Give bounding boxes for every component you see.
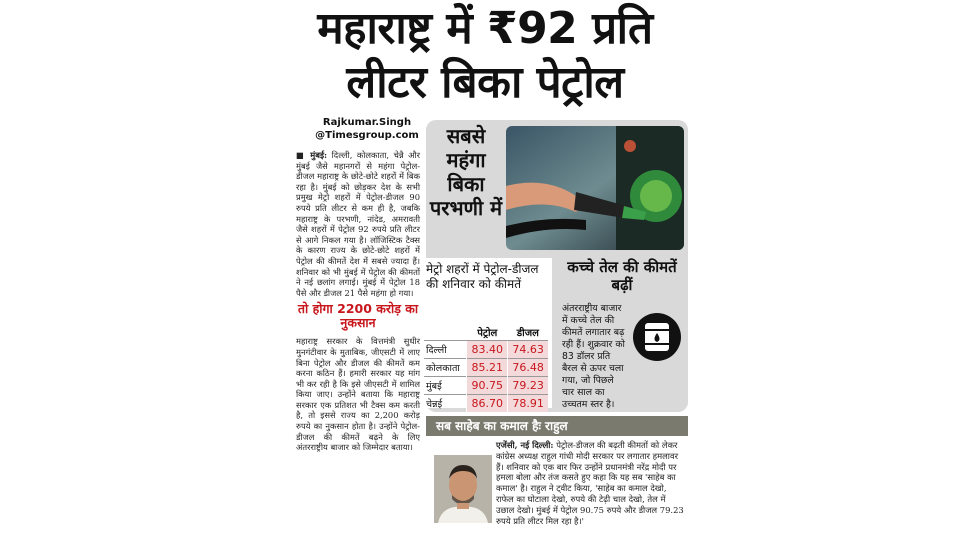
headline-line-2: लीटर बिका पेट्रोल [346, 57, 624, 108]
byline [312, 116, 422, 142]
petrol-price: 85.21 [467, 359, 508, 377]
table-header-petrol: पेट्रोल [477, 328, 498, 339]
rahul-story-body [436, 440, 686, 527]
city-name: चेन्नई [424, 395, 467, 413]
rahul-story-location: एजेंसी, नई दिल्ली: [496, 440, 554, 450]
story-location: मुंबई: [310, 150, 328, 160]
petrol-price: 86.70 [467, 395, 508, 413]
square-bullet-icon: ■ [296, 150, 311, 160]
price-table [424, 324, 548, 412]
headline-line-1: महाराष्ट्र में ₹92 प्रति [317, 3, 653, 54]
diesel-price: 78.91 [508, 395, 548, 413]
diesel-price: 76.48 [508, 359, 548, 377]
city-name: मुंबई [424, 377, 467, 395]
main-story-para-2: महाराष्ट्र सरकार के वित्तमंत्री सुधीर मुनगंटीवार के मुताबिक, जीएसटी में लाए बिना पेट्रोल और डीजल की कीमतें कम करना कठिन हैं। हमारी सरकार यह मांग भी कर रही है कि इसे जीएसटी में शामिल किया जाए। उन्होंने बताया कि महाराष्ट्र सरकार एक प्रतिशत भी टैक्स कम करती है, तो इससे राज्य का 2,200 करोड़ रुपये का नुकसान होता है। उन्होंने पेट्रोल-डीजल की कीमतें बढ़ने के लिए अंतरराष्ट्रीय बाजार को जिम्मेदार बताया। [296, 336, 420, 453]
city-name: कोलकाता [424, 359, 467, 377]
headline [270, 2, 700, 110]
table-header-city [424, 324, 467, 341]
table-header-diesel: डीजल [516, 328, 539, 339]
metro-price-title: मेट्रो शहरों में पेट्रोल-डीजल की शनिवार को कीमतें [426, 262, 539, 291]
story-text-1: दिल्ली, कोलकाता, चेन्नै और मुंबई जैसे महानगरों से महंगा पेट्रोल-डीजल महाराष्ट्र के छोटे-छोटे शहरों में बिक रहा है। मुंबई को छोड़कर देश के सभी प्रमुख मेट्रो शहरों में पेट्रोल-डीजल 90 रुपये प्रति लीटर से कम ही है, जबकि महाराष्ट्र के परभणी, नांदेड, अमरावती जैसे शहरों में पेट्रोल 92 रुपये प्रति लीटर से आगे निकल गया है। लॉजिस्टिक टैक्स के कारण राज्य के छोटे-छोटे शहरों में पेट्रोल की कीमतें देश में सबसे ज्यादा हैं। शनिवार को भी मुंबई में पेट्रोल की कीमतों ने नई छलांग लगाई। मुंबई में पेट्रोल 18 पैसे और डीजल 21 पैसे महंगा हो गया। [296, 150, 420, 298]
rahul-story-text: पेट्रोल-डीजल की बढ़ती कीमतों को लेकर कांग्रेस अध्यक्ष राहुल गांधी मोदी सरकार पर लगातार हमलावर हैं। शनिवार को एक बार फिर उन्होंने प्रधानमंत्री नरेंद्र मोदी पर हमला बोला और तंज कसते हुए कहा कि यह सब 'साहेब का कमाल' है। राहुल ने ट्वीट किया, 'साहेब का कमाल देखो, राफेल का घोटाला देखो, रुपये की टेढ़ी चाल देखो, तेल में उछाल देखो। मुंबई में पेट्रोल 90.75 रुपये और डीजल 79.23 रुपये प्रति लीटर मिल रहा है।' [496, 440, 684, 526]
crude-oil-title: कच्चे तेल की कीमतें बढ़ीं [567, 258, 677, 294]
table-header-row [424, 324, 548, 341]
table-row [424, 341, 548, 359]
byline-name: Rajkumar.Singh [322, 117, 412, 128]
costliest-callout: सबसे महंगा बिका परभणी में [429, 124, 503, 220]
byline-email: @Timesgroup.com [315, 130, 419, 141]
crude-oil-text-body: अंतरराष्ट्रीय बाजार में कच्चे तेल की कीमतें लगातार बढ़ रही हैं। शुक्रवार को 83 डॉलर प्रति बैरल से ऊपर चला गया, जो पिछले चार साल का उच्चतम स्तर है। [562, 303, 625, 410]
crude-oil-text [562, 303, 686, 411]
diesel-price: 79.23 [508, 377, 548, 395]
city-name: दिल्ली [424, 341, 467, 359]
table-row [424, 395, 548, 413]
table-row [424, 377, 548, 395]
diesel-price: 74.63 [508, 341, 548, 359]
main-story [296, 150, 420, 453]
petrol-nozzle-illustration [506, 126, 684, 250]
petrol-pump-photo [506, 126, 684, 250]
table-row [424, 359, 548, 377]
petrol-price: 90.75 [467, 377, 508, 395]
rahul-story-header: सब साहेब का कमाल हैः राहुल [426, 416, 688, 436]
metro-price-box [424, 258, 552, 408]
petrol-price: 83.40 [467, 341, 508, 359]
main-story-para-1 [296, 150, 420, 298]
story-subhead: तो होगा 2200 करोड़ का नुकसान [297, 301, 419, 331]
